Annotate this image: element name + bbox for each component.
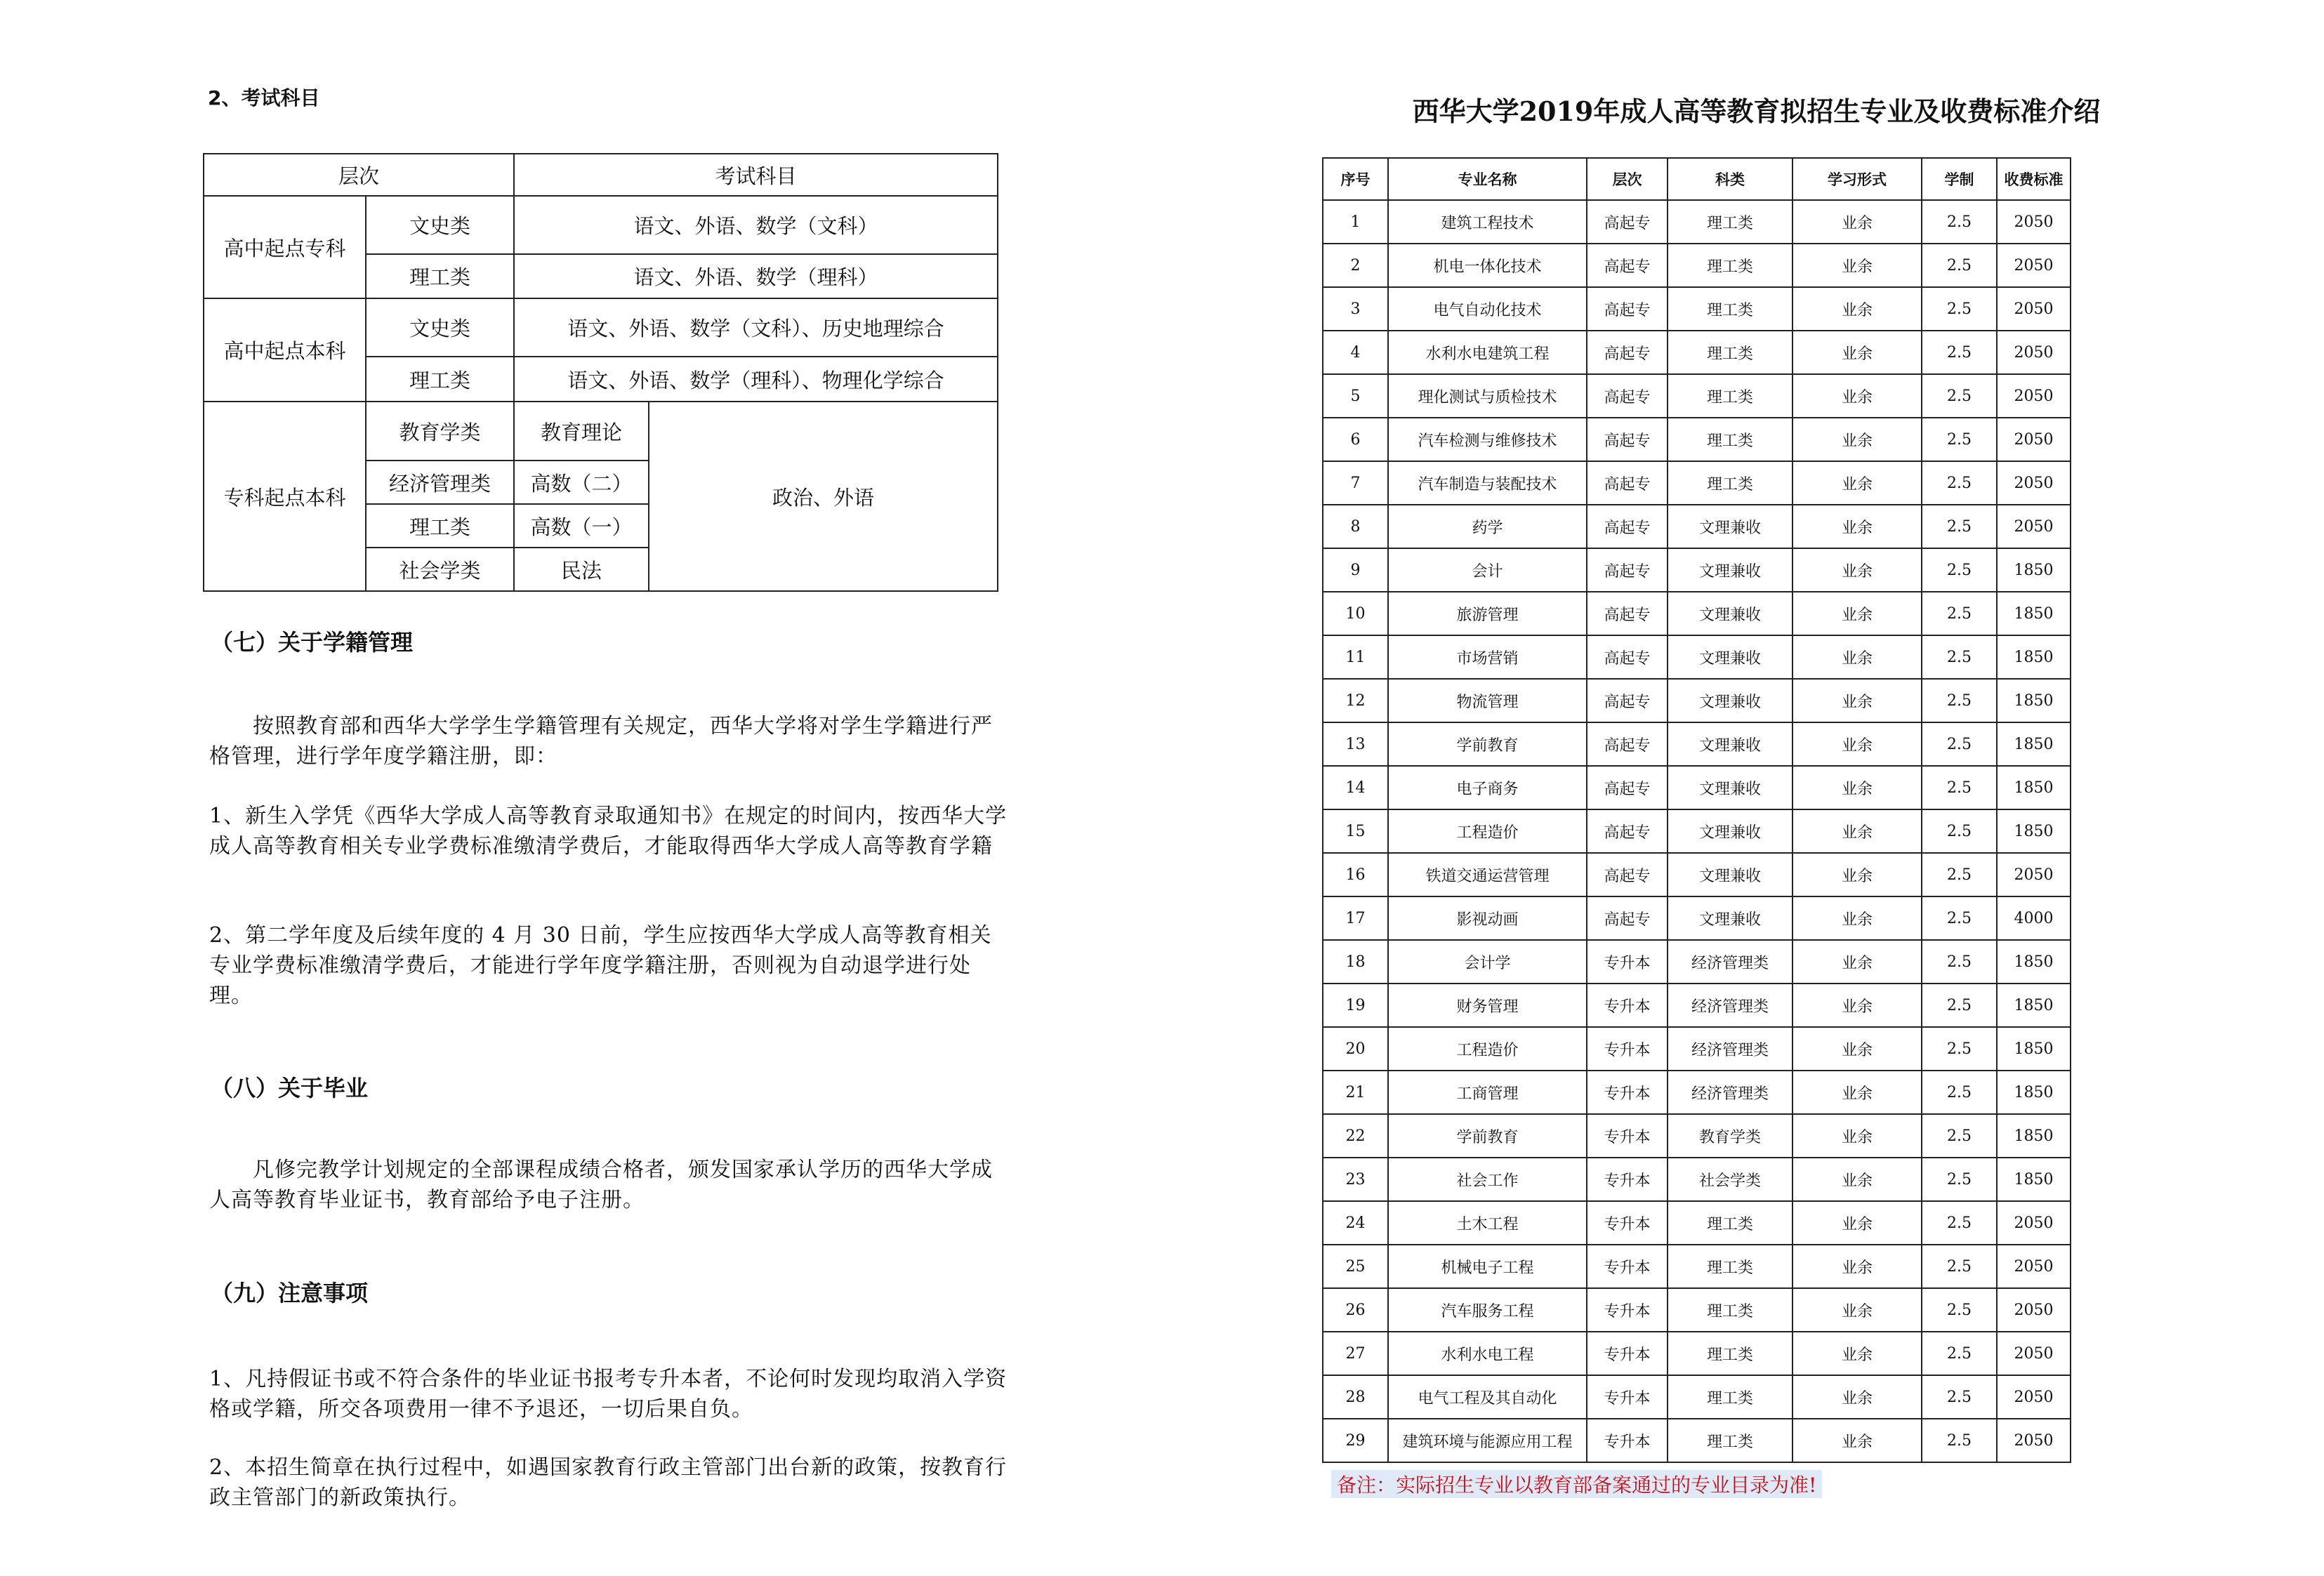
cell-level: 高起专 bbox=[1587, 853, 1668, 896]
cell-major: 电气工程及其自动化 bbox=[1388, 1375, 1587, 1419]
cell-level: 高起专 bbox=[1587, 461, 1668, 505]
cell-major: 建筑环境与能源应用工程 bbox=[1388, 1419, 1587, 1462]
cell-level: 高起专 bbox=[1587, 505, 1668, 548]
fee-table bbox=[1322, 157, 2071, 1463]
table-row bbox=[1323, 1158, 2071, 1201]
cell-index: 21 bbox=[1323, 1071, 1388, 1114]
cell-fee: 2050 bbox=[1997, 1375, 2071, 1419]
cell-major: 工程造价 bbox=[1388, 809, 1587, 853]
cell-study-mode: 业余 bbox=[1792, 287, 1922, 331]
section-9-paragraph-1: 1、凡持假证书或不符合条件的毕业证书报考专升本者，不论何时发现均取消入学资格或学籍，所交各项费用一律不予退还，一切后果自负。 bbox=[209, 1367, 1008, 1422]
cell-level: 专升本 bbox=[1587, 1288, 1668, 1332]
table-row bbox=[1323, 766, 2071, 809]
cell-category: 社会学类 bbox=[1668, 1158, 1792, 1201]
subject-cell: 教育理论 bbox=[514, 402, 649, 461]
cell-study-mode: 业余 bbox=[1792, 592, 1922, 635]
cell-study-mode: 业余 bbox=[1792, 853, 1922, 896]
table-row bbox=[1323, 722, 2071, 766]
cell-category: 理工类 bbox=[1668, 244, 1792, 287]
cell-index: 24 bbox=[1323, 1201, 1388, 1245]
level-cell: 高中起点本科 bbox=[204, 298, 366, 402]
cell-fee: 2050 bbox=[1997, 244, 2071, 287]
cell-level: 高起专 bbox=[1587, 374, 1668, 418]
cell-duration: 2.5 bbox=[1922, 984, 1997, 1027]
cell-category: 理工类 bbox=[1668, 200, 1792, 244]
section-8-paragraph-1: 凡修完教学计划规定的全部课程成绩合格者，颁发国家承认学历的西华大学成人高等教育毕业证书，教育部给予电子注册。 bbox=[209, 1158, 993, 1212]
section-7-title: （七）关于学籍管理 bbox=[211, 629, 414, 656]
cell-major: 铁道交通运营管理 bbox=[1388, 853, 1587, 896]
cell-category: 理工类 bbox=[1668, 1375, 1792, 1419]
cell-major: 市场营销 bbox=[1388, 635, 1587, 679]
cell-level: 高起专 bbox=[1587, 679, 1668, 722]
category-cell: 理工类 bbox=[366, 504, 514, 548]
table-row bbox=[1323, 548, 2071, 592]
cell-major: 工商管理 bbox=[1388, 1071, 1587, 1114]
subjects-cell: 语文、外语、数学（理科）、物理化学综合 bbox=[514, 357, 998, 402]
cell-study-mode: 业余 bbox=[1792, 1375, 1922, 1419]
cell-major: 会计 bbox=[1388, 548, 1587, 592]
cell-level: 高起专 bbox=[1587, 200, 1668, 244]
cell-fee: 4000 bbox=[1997, 896, 2071, 940]
cell-fee: 2050 bbox=[1997, 461, 2071, 505]
page-title bbox=[1162, 90, 2324, 128]
category-cell: 经济管理类 bbox=[366, 461, 514, 504]
cell-fee: 2050 bbox=[1997, 853, 2071, 896]
table-row bbox=[1323, 940, 2071, 984]
table-row bbox=[1323, 1332, 2071, 1375]
cell-index: 18 bbox=[1323, 940, 1388, 984]
cell-fee: 1850 bbox=[1997, 635, 2071, 679]
cell-index: 7 bbox=[1323, 461, 1388, 505]
cell-level: 高起专 bbox=[1587, 418, 1668, 461]
cell-index: 22 bbox=[1323, 1114, 1388, 1158]
cell-index: 3 bbox=[1323, 287, 1388, 331]
table-row bbox=[1323, 1027, 2071, 1071]
cell-category: 经济管理类 bbox=[1668, 984, 1792, 1027]
header-subjects: 考试科目 bbox=[514, 154, 998, 196]
cell-duration: 2.5 bbox=[1922, 461, 1997, 505]
cell-duration: 2.5 bbox=[1922, 1419, 1997, 1462]
cell-study-mode: 业余 bbox=[1792, 374, 1922, 418]
cell-category: 文理兼收 bbox=[1668, 679, 1792, 722]
cell-level: 专升本 bbox=[1587, 1158, 1668, 1201]
cell-major: 旅游管理 bbox=[1388, 592, 1587, 635]
cell-category: 文理兼收 bbox=[1668, 896, 1792, 940]
cell-fee: 1850 bbox=[1997, 679, 2071, 722]
table-row bbox=[1323, 374, 2071, 418]
cell-fee: 1850 bbox=[1997, 940, 2071, 984]
table-row bbox=[1323, 418, 2071, 461]
cell-major: 建筑工程技术 bbox=[1388, 200, 1587, 244]
cell-level: 专升本 bbox=[1587, 1245, 1668, 1288]
cell-category: 文理兼收 bbox=[1668, 809, 1792, 853]
category-cell: 文史类 bbox=[366, 196, 514, 254]
cell-index: 4 bbox=[1323, 331, 1388, 374]
header-major: 专业名称 bbox=[1388, 158, 1587, 200]
cell-category: 文理兼收 bbox=[1668, 853, 1792, 896]
subject-cell: 民法 bbox=[514, 548, 649, 591]
cell-study-mode: 业余 bbox=[1792, 1419, 1922, 1462]
cell-index: 23 bbox=[1323, 1158, 1388, 1201]
cell-category: 理工类 bbox=[1668, 1332, 1792, 1375]
cell-fee: 1850 bbox=[1997, 809, 2071, 853]
cell-index: 6 bbox=[1323, 418, 1388, 461]
cell-major: 工程造价 bbox=[1388, 1027, 1587, 1071]
cell-category: 理工类 bbox=[1668, 1245, 1792, 1288]
cell-duration: 2.5 bbox=[1922, 1288, 1997, 1332]
cell-study-mode: 业余 bbox=[1792, 896, 1922, 940]
cell-duration: 2.5 bbox=[1922, 1332, 1997, 1375]
cell-study-mode: 业余 bbox=[1792, 635, 1922, 679]
cell-duration: 2.5 bbox=[1922, 548, 1997, 592]
cell-level: 高起专 bbox=[1587, 766, 1668, 809]
cell-level: 专升本 bbox=[1587, 940, 1668, 984]
cell-fee: 1850 bbox=[1997, 1027, 2071, 1071]
cell-level: 专升本 bbox=[1587, 1419, 1668, 1462]
cell-study-mode: 业余 bbox=[1792, 1332, 1922, 1375]
cell-level: 高起专 bbox=[1587, 896, 1668, 940]
cell-study-mode: 业余 bbox=[1792, 809, 1922, 853]
cell-duration: 2.5 bbox=[1922, 374, 1997, 418]
table-row bbox=[1323, 505, 2071, 548]
cell-category: 文理兼收 bbox=[1668, 766, 1792, 809]
cell-major: 学前教育 bbox=[1388, 1114, 1587, 1158]
cell-major: 影视动画 bbox=[1388, 896, 1587, 940]
header-level: 层次 bbox=[204, 154, 514, 196]
cell-level: 专升本 bbox=[1587, 1027, 1668, 1071]
cell-index: 9 bbox=[1323, 548, 1388, 592]
exam-subjects-table bbox=[203, 153, 998, 592]
cell-major: 理化测试与质检技术 bbox=[1388, 374, 1587, 418]
table-row bbox=[1323, 1071, 2071, 1114]
table-row bbox=[1323, 200, 2071, 244]
cell-category: 文理兼收 bbox=[1668, 635, 1792, 679]
cell-study-mode: 业余 bbox=[1792, 418, 1922, 461]
cell-fee: 2050 bbox=[1997, 331, 2071, 374]
cell-study-mode: 业余 bbox=[1792, 1158, 1922, 1201]
cell-study-mode: 业余 bbox=[1792, 940, 1922, 984]
cell-fee: 1850 bbox=[1997, 592, 2071, 635]
cell-duration: 2.5 bbox=[1922, 853, 1997, 896]
cell-category: 文理兼收 bbox=[1668, 592, 1792, 635]
cell-level: 高起专 bbox=[1587, 592, 1668, 635]
cell-category: 经济管理类 bbox=[1668, 940, 1792, 984]
cell-duration: 2.5 bbox=[1922, 1375, 1997, 1419]
cell-index: 17 bbox=[1323, 896, 1388, 940]
cell-index: 13 bbox=[1323, 722, 1388, 766]
cell-level: 高起专 bbox=[1587, 331, 1668, 374]
cell-index: 2 bbox=[1323, 244, 1388, 287]
cell-duration: 2.5 bbox=[1922, 200, 1997, 244]
cell-fee: 1850 bbox=[1997, 984, 2071, 1027]
cell-index: 29 bbox=[1323, 1419, 1388, 1462]
cell-category: 理工类 bbox=[1668, 374, 1792, 418]
header-level: 层次 bbox=[1587, 158, 1668, 200]
fee-table-header bbox=[1323, 158, 2071, 200]
cell-duration: 2.5 bbox=[1922, 244, 1997, 287]
cell-level: 高起专 bbox=[1587, 809, 1668, 853]
cell-index: 20 bbox=[1323, 1027, 1388, 1071]
section-9-paragraph-2: 2、本招生简章在执行过程中，如遇国家教育行政主管部门出台新的政策，按教育行政主管部门的新政策执行。 bbox=[209, 1455, 1008, 1510]
cell-duration: 2.5 bbox=[1922, 1071, 1997, 1114]
cell-index: 8 bbox=[1323, 505, 1388, 548]
header-study-mode: 学习形式 bbox=[1792, 158, 1922, 200]
cell-duration: 2.5 bbox=[1922, 287, 1997, 331]
cell-fee: 2050 bbox=[1997, 1419, 2071, 1462]
header-category: 科类 bbox=[1668, 158, 1792, 200]
cell-duration: 2.5 bbox=[1922, 635, 1997, 679]
cell-fee: 1850 bbox=[1997, 1114, 2071, 1158]
cell-index: 1 bbox=[1323, 200, 1388, 244]
subjects-cell: 语文、外语、数学（文科）、历史地理综合 bbox=[514, 298, 998, 357]
cell-study-mode: 业余 bbox=[1792, 679, 1922, 722]
common-subjects-cell: 政治、外语 bbox=[649, 402, 998, 591]
table-header-row bbox=[204, 154, 998, 196]
table-row bbox=[1323, 1245, 2071, 1288]
header-fee: 收费标准 bbox=[1997, 158, 2071, 200]
table-row bbox=[1323, 635, 2071, 679]
cell-major: 物流管理 bbox=[1388, 679, 1587, 722]
cell-level: 高起专 bbox=[1587, 244, 1668, 287]
cell-duration: 2.5 bbox=[1922, 722, 1997, 766]
cell-study-mode: 业余 bbox=[1792, 200, 1922, 244]
cell-major: 机电一体化技术 bbox=[1388, 244, 1587, 287]
table-row bbox=[1323, 1375, 2071, 1419]
table-row bbox=[1323, 592, 2071, 635]
cell-major: 会计学 bbox=[1388, 940, 1587, 984]
cell-major: 水利水电建筑工程 bbox=[1388, 331, 1587, 374]
fee-table-title: 西华大学2019年成人高等教育拟招生专业及收费标准介绍 bbox=[1412, 95, 2101, 127]
subjects-cell: 语文、外语、数学（理科） bbox=[514, 254, 998, 298]
cell-duration: 2.5 bbox=[1922, 940, 1997, 984]
cell-fee: 1850 bbox=[1997, 766, 2071, 809]
cell-duration: 2.5 bbox=[1922, 1245, 1997, 1288]
category-cell: 文史类 bbox=[366, 298, 514, 357]
cell-fee: 1850 bbox=[1997, 548, 2071, 592]
cell-category: 教育学类 bbox=[1668, 1114, 1792, 1158]
cell-index: 28 bbox=[1323, 1375, 1388, 1419]
cell-level: 高起专 bbox=[1587, 635, 1668, 679]
exam-subjects-heading: 2、考试科目 bbox=[208, 86, 320, 110]
cell-category: 理工类 bbox=[1668, 287, 1792, 331]
subject-cell: 高数（二） bbox=[514, 461, 649, 504]
cell-study-mode: 业余 bbox=[1792, 1201, 1922, 1245]
header-duration: 学制 bbox=[1922, 158, 1997, 200]
cell-major: 水利水电工程 bbox=[1388, 1332, 1587, 1375]
cell-study-mode: 业余 bbox=[1792, 461, 1922, 505]
cell-study-mode: 业余 bbox=[1792, 331, 1922, 374]
cell-level: 专升本 bbox=[1587, 1375, 1668, 1419]
subject-cell: 高数（一） bbox=[514, 504, 649, 548]
cell-category: 理工类 bbox=[1668, 1201, 1792, 1245]
cell-category: 理工类 bbox=[1668, 1288, 1792, 1332]
cell-level: 高起专 bbox=[1587, 722, 1668, 766]
table-row bbox=[204, 402, 998, 461]
cell-duration: 2.5 bbox=[1922, 1114, 1997, 1158]
header-index: 序号 bbox=[1323, 158, 1388, 200]
table-row bbox=[1323, 244, 2071, 287]
cell-study-mode: 业余 bbox=[1792, 766, 1922, 809]
cell-major: 汽车检测与维修技术 bbox=[1388, 418, 1587, 461]
cell-duration: 2.5 bbox=[1922, 766, 1997, 809]
cell-major: 社会工作 bbox=[1388, 1158, 1587, 1201]
category-cell: 社会学类 bbox=[366, 548, 514, 591]
cell-study-mode: 业余 bbox=[1792, 1245, 1922, 1288]
cell-level: 专升本 bbox=[1587, 1201, 1668, 1245]
cell-level: 高起专 bbox=[1587, 548, 1668, 592]
cell-fee: 2050 bbox=[1997, 1288, 2071, 1332]
table-row bbox=[1323, 896, 2071, 940]
cell-level: 高起专 bbox=[1587, 287, 1668, 331]
cell-category: 经济管理类 bbox=[1668, 1071, 1792, 1114]
cell-index: 25 bbox=[1323, 1245, 1388, 1288]
cell-fee: 1850 bbox=[1997, 1071, 2071, 1114]
cell-study-mode: 业余 bbox=[1792, 984, 1922, 1027]
cell-duration: 2.5 bbox=[1922, 679, 1997, 722]
cell-category: 文理兼收 bbox=[1668, 548, 1792, 592]
cell-major: 电气自动化技术 bbox=[1388, 287, 1587, 331]
cell-duration: 2.5 bbox=[1922, 592, 1997, 635]
cell-fee: 2050 bbox=[1997, 287, 2071, 331]
cell-index: 12 bbox=[1323, 679, 1388, 722]
category-cell: 教育学类 bbox=[366, 402, 514, 461]
subjects-cell: 语文、外语、数学（文科） bbox=[514, 196, 998, 254]
cell-fee: 2050 bbox=[1997, 505, 2071, 548]
table-row bbox=[204, 196, 998, 254]
cell-study-mode: 业余 bbox=[1792, 1114, 1922, 1158]
table-row bbox=[1323, 853, 2071, 896]
cell-index: 14 bbox=[1323, 766, 1388, 809]
cell-index: 16 bbox=[1323, 853, 1388, 896]
table-row bbox=[1323, 287, 2071, 331]
cell-major: 财务管理 bbox=[1388, 984, 1587, 1027]
cell-study-mode: 业余 bbox=[1792, 505, 1922, 548]
cell-study-mode: 业余 bbox=[1792, 1288, 1922, 1332]
cell-category: 理工类 bbox=[1668, 1419, 1792, 1462]
cell-duration: 2.5 bbox=[1922, 505, 1997, 548]
section-9-title: （九）注意事项 bbox=[211, 1280, 369, 1306]
table-row bbox=[1323, 331, 2071, 374]
section-7-paragraph-1: 按照教育部和西华大学学生学籍管理有关规定，西华大学将对学生学籍进行严格管理，进行学年度学籍注册，即： bbox=[209, 714, 993, 769]
table-row bbox=[1323, 679, 2071, 722]
cell-index: 15 bbox=[1323, 809, 1388, 853]
cell-fee: 2050 bbox=[1997, 1245, 2071, 1288]
cell-level: 专升本 bbox=[1587, 1332, 1668, 1375]
cell-duration: 2.5 bbox=[1922, 418, 1997, 461]
cell-index: 11 bbox=[1323, 635, 1388, 679]
cell-major: 学前教育 bbox=[1388, 722, 1587, 766]
cell-category: 经济管理类 bbox=[1668, 1027, 1792, 1071]
cell-duration: 2.5 bbox=[1922, 331, 1997, 374]
cell-study-mode: 业余 bbox=[1792, 1027, 1922, 1071]
cell-category: 文理兼收 bbox=[1668, 722, 1792, 766]
cell-fee: 1850 bbox=[1997, 722, 2071, 766]
cell-index: 19 bbox=[1323, 984, 1388, 1027]
cell-study-mode: 业余 bbox=[1792, 244, 1922, 287]
section-7-paragraph-3: 2、第二学年度及后续年度的 4 月 30 日前，学生应按西华大学成人高等教育相关专业学费标准缴清学费后，才能进行学年度学籍注册，否则视为自动退学进行处理。 bbox=[209, 923, 992, 1008]
section-8-title: （八）关于毕业 bbox=[211, 1075, 369, 1101]
cell-fee: 1850 bbox=[1997, 1158, 2071, 1201]
category-cell: 理工类 bbox=[366, 357, 514, 402]
cell-fee: 2050 bbox=[1997, 200, 2071, 244]
cell-category: 理工类 bbox=[1668, 418, 1792, 461]
cell-major: 汽车服务工程 bbox=[1388, 1288, 1587, 1332]
cell-fee: 2050 bbox=[1997, 418, 2071, 461]
level-cell: 高中起点专科 bbox=[204, 196, 366, 298]
cell-level: 专升本 bbox=[1587, 1071, 1668, 1114]
table-row bbox=[1323, 1114, 2071, 1158]
cell-study-mode: 业余 bbox=[1792, 1071, 1922, 1114]
cell-duration: 2.5 bbox=[1922, 1158, 1997, 1201]
cell-category: 理工类 bbox=[1668, 461, 1792, 505]
table-row bbox=[1323, 1288, 2071, 1332]
footnote: 备注：实际招生专业以教育部备案通过的专业目录为准! bbox=[1331, 1470, 1822, 1498]
cell-category: 理工类 bbox=[1668, 331, 1792, 374]
cell-index: 26 bbox=[1323, 1288, 1388, 1332]
cell-index: 10 bbox=[1323, 592, 1388, 635]
section-7-paragraph-2: 1、新生入学凭《西华大学成人高等教育录取通知书》在规定的时间内，按西华大学成人高等教育相关专业学费标准缴清学费后，才能取得西华大学成人高等教育学籍 bbox=[209, 804, 1008, 859]
level-cell: 专科起点本科 bbox=[204, 402, 366, 591]
table-row bbox=[1323, 809, 2071, 853]
cell-study-mode: 业余 bbox=[1792, 722, 1922, 766]
cell-major: 机械电子工程 bbox=[1388, 1245, 1587, 1288]
category-cell: 理工类 bbox=[366, 254, 514, 298]
cell-major: 电子商务 bbox=[1388, 766, 1587, 809]
cell-major: 汽车制造与装配技术 bbox=[1388, 461, 1587, 505]
table-row bbox=[1323, 1201, 2071, 1245]
table-row bbox=[1323, 461, 2071, 505]
table-row bbox=[1323, 984, 2071, 1027]
cell-fee: 2050 bbox=[1997, 1332, 2071, 1375]
cell-major: 土木工程 bbox=[1388, 1201, 1587, 1245]
cell-category: 文理兼收 bbox=[1668, 505, 1792, 548]
cell-fee: 2050 bbox=[1997, 1201, 2071, 1245]
cell-duration: 2.5 bbox=[1922, 1027, 1997, 1071]
cell-major: 药学 bbox=[1388, 505, 1587, 548]
table-row bbox=[1323, 1419, 2071, 1462]
cell-index: 5 bbox=[1323, 374, 1388, 418]
cell-fee: 2050 bbox=[1997, 374, 2071, 418]
cell-duration: 2.5 bbox=[1922, 809, 1997, 853]
cell-index: 27 bbox=[1323, 1332, 1388, 1375]
cell-duration: 2.5 bbox=[1922, 1201, 1997, 1245]
cell-level: 专升本 bbox=[1587, 984, 1668, 1027]
table-row bbox=[204, 298, 998, 357]
cell-duration: 2.5 bbox=[1922, 896, 1997, 940]
cell-study-mode: 业余 bbox=[1792, 548, 1922, 592]
cell-level: 专升本 bbox=[1587, 1114, 1668, 1158]
